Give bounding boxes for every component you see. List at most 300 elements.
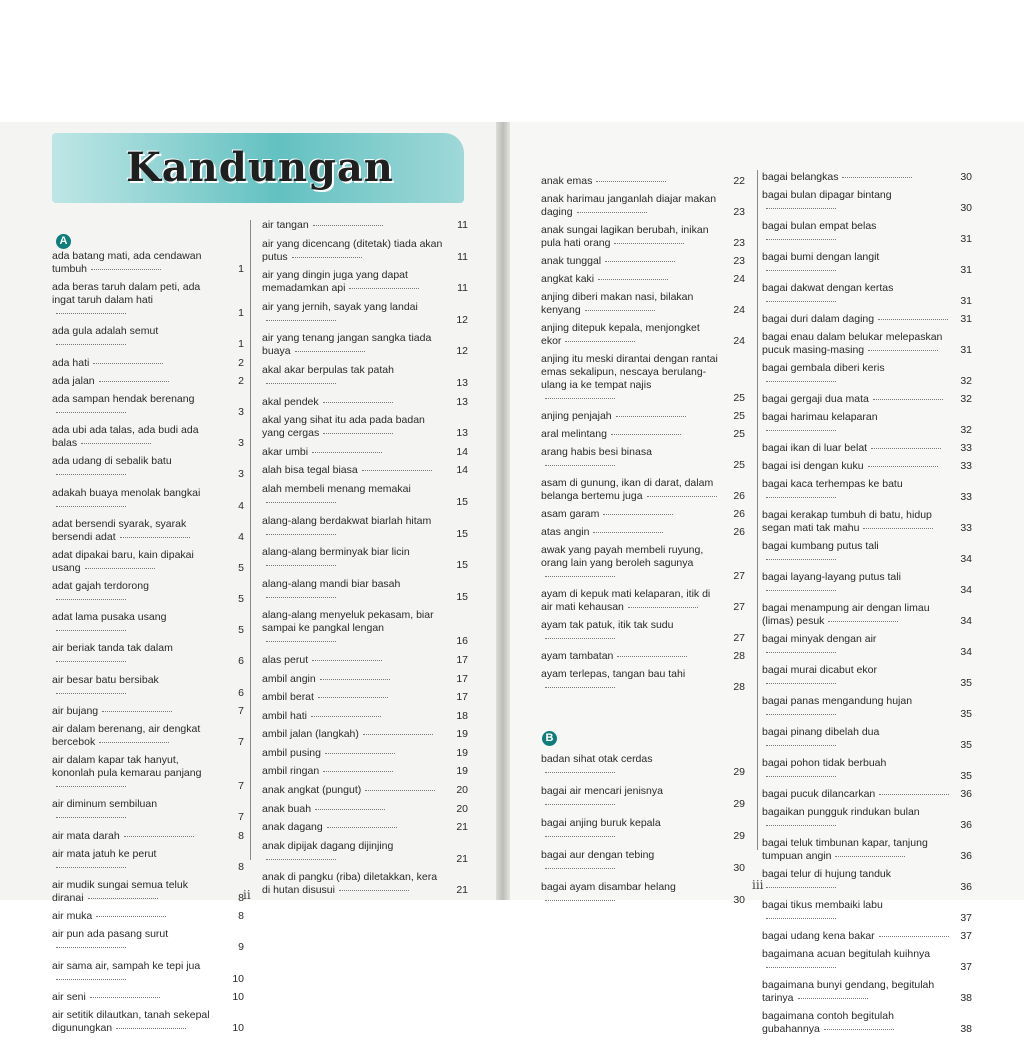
contents-entry <box>541 785 745 811</box>
contents-entry <box>52 375 244 388</box>
entry-page-number: 15 <box>456 590 468 603</box>
entry-page-number: 3 <box>238 437 244 450</box>
entry-text: air seni <box>52 991 222 1004</box>
entry-text: air sama air, sampah ke tepi jua <box>52 960 222 986</box>
entry-text: alang-alang berminyak biar licin <box>262 546 446 572</box>
dot-leader <box>56 817 126 818</box>
dot-leader <box>56 979 126 980</box>
dot-leader <box>85 568 155 569</box>
entry-page-number: 3 <box>238 468 244 481</box>
entry-text: bagai aur dengan tebing <box>541 849 723 875</box>
entry-page-number: 36 <box>960 819 972 831</box>
entry-page-number: 18 <box>456 709 468 722</box>
entry-text: bagai udang kena bakar <box>762 930 950 943</box>
entry-text: bagaimana acuan begitulah kuihnya <box>762 948 950 974</box>
entry-text: anak harimau janganlah diajar makan daging <box>541 193 717 218</box>
book-spine <box>496 122 510 900</box>
entry-page-number: 20 <box>456 784 468 797</box>
dot-leader <box>616 416 686 417</box>
entry-text: bagai isi dengan kuku <box>762 460 950 473</box>
dot-leader <box>325 753 395 754</box>
entry-text: bagai duri dalam daging <box>762 313 950 326</box>
contents-entry <box>262 515 468 541</box>
contents-entry <box>262 446 468 459</box>
contents-entry <box>541 193 745 219</box>
entry-text: anak dipijak dagang dijinjing <box>262 840 446 866</box>
entry-page-number: 17 <box>456 653 468 666</box>
contents-column-1 <box>52 250 244 1040</box>
entry-text: air setitik dilautkan, tanah sekepal digunungkan <box>52 1008 210 1034</box>
contents-entry <box>762 442 972 455</box>
entry-text: ayam terlepas, tangan bau tahi <box>541 668 723 694</box>
contents-entry <box>762 509 972 535</box>
contents-entry <box>262 483 468 509</box>
contents-entry <box>541 668 745 694</box>
entry-text: bagai anjing buruk kepala <box>541 817 723 843</box>
contents-entry <box>762 478 972 504</box>
contents-entry <box>762 571 972 597</box>
entry-text: bagai gembala diberi keris <box>762 362 950 388</box>
contents-entry <box>541 526 745 539</box>
dot-leader <box>545 465 615 466</box>
dot-leader <box>315 809 385 810</box>
entry-text: alah membeli menang memakai <box>262 483 446 509</box>
contents-entry <box>762 220 972 246</box>
entry-page-number: 38 <box>960 992 972 1004</box>
page-number-left: ii <box>243 888 251 902</box>
entry-text: air pun ada pasang surut <box>52 928 222 954</box>
entry-page-number: 35 <box>960 770 972 782</box>
dot-leader <box>295 351 365 352</box>
dot-leader <box>878 319 948 320</box>
entry-text: ada batang mati, ada cendawan tumbuh <box>52 250 202 275</box>
entry-page-number: 17 <box>456 691 468 704</box>
dot-leader <box>611 434 681 435</box>
contents-entry <box>52 928 244 954</box>
dot-leader <box>879 794 949 795</box>
entry-text: air mata jatuh ke perut <box>52 848 222 874</box>
contents-entry <box>541 410 745 423</box>
dot-leader <box>617 656 687 657</box>
contents-entry <box>541 881 745 907</box>
contents-entry <box>762 362 972 388</box>
entry-text: anak dagang <box>262 821 446 834</box>
entry-text: air tangan <box>262 219 446 232</box>
entry-page-number: 33 <box>960 491 972 503</box>
entry-text: air bujang <box>52 705 222 718</box>
contents-entry <box>541 588 745 614</box>
entry-text: bagai belangkas <box>762 171 950 184</box>
contents-entry <box>762 695 972 721</box>
contents-entry <box>762 393 972 406</box>
dot-leader <box>327 827 397 828</box>
dot-leader <box>766 559 836 560</box>
dot-leader <box>842 177 912 178</box>
contents-entry <box>262 578 468 604</box>
contents-entry <box>262 546 468 572</box>
entry-text: ada hati <box>52 357 222 370</box>
contents-entry <box>762 540 972 566</box>
entry-text: anjing ditepuk kepala, menjongket ekor <box>541 322 700 347</box>
contents-entry <box>262 414 468 440</box>
dot-leader <box>91 269 161 270</box>
dot-leader <box>614 243 684 244</box>
contents-entry <box>52 357 244 370</box>
entry-text: bagai minyak dengan air <box>762 633 950 659</box>
dot-leader <box>363 734 433 735</box>
dot-leader <box>873 399 943 400</box>
contents-entry <box>541 322 745 348</box>
dot-leader <box>828 621 898 622</box>
contents-entry <box>541 477 745 503</box>
entry-page-number: 27 <box>733 632 745 644</box>
contents-entry <box>52 580 244 606</box>
contents-entry <box>262 269 468 295</box>
entry-page-number: 29 <box>733 766 745 778</box>
column-divider-left <box>250 220 251 860</box>
entry-text: bagai layang-layang putus tali <box>762 571 950 597</box>
entry-page-number: 28 <box>733 650 745 662</box>
entry-page-number: 6 <box>238 686 244 699</box>
entry-page-number: 37 <box>960 961 972 973</box>
entry-text: ada sampan hendak berenang <box>52 393 222 419</box>
dot-leader <box>56 867 126 868</box>
entry-text: bagai enau dalam belukar melepaskan pucuk masing-masing <box>762 331 943 356</box>
contents-entry <box>262 784 468 797</box>
entry-text: bagai pohon tidak berbuah <box>762 757 950 783</box>
contents-entry <box>541 353 745 405</box>
dot-leader <box>266 502 336 503</box>
entry-page-number: 5 <box>238 624 244 637</box>
dot-leader <box>56 693 126 694</box>
dot-leader <box>766 430 836 431</box>
entry-text: bagai kaca terhempas ke batu <box>762 478 950 504</box>
dot-leader <box>647 496 717 497</box>
dot-leader <box>593 532 663 533</box>
contents-entry <box>762 602 972 628</box>
entry-text: anak angkat (pungut) <box>262 784 446 797</box>
dot-leader <box>545 638 615 639</box>
entry-page-number: 7 <box>238 736 244 748</box>
contents-entry <box>262 364 468 390</box>
entry-page-number: 26 <box>733 508 745 520</box>
dot-leader <box>565 341 635 342</box>
contents-entry <box>541 817 745 843</box>
entry-text: bagaikan pungguk rindukan bulan <box>762 806 950 832</box>
entry-page-number: 25 <box>733 410 745 422</box>
entry-text: bagai murai dicabut ekor <box>762 664 950 690</box>
entry-text: anak buah <box>262 803 446 816</box>
contents-entry <box>262 710 468 723</box>
entry-text: alang-alang berdakwat biarlah hitam <box>262 515 446 541</box>
dot-leader <box>605 261 675 262</box>
entry-text: ambil jalan (langkah) <box>262 728 446 741</box>
entry-page-number: 37 <box>960 930 972 942</box>
entry-page-number: 25 <box>733 428 745 440</box>
entry-page-number: 23 <box>733 206 745 218</box>
dot-leader <box>312 452 382 453</box>
entry-page-number: 5 <box>238 593 244 606</box>
entry-text: air yang dingin juga yang dapat memadamkan api <box>262 269 446 295</box>
entry-page-number: 13 <box>456 395 468 408</box>
contents-entry <box>541 849 745 875</box>
contents-entry <box>762 757 972 783</box>
entry-page-number: 19 <box>456 746 468 759</box>
dot-leader <box>362 470 432 471</box>
entry-text: adat lama pusaka usang <box>52 611 222 637</box>
dot-leader <box>545 868 615 869</box>
entry-text: ada udang di sebalik batu <box>52 455 222 481</box>
entry-text: ada jalan <box>52 375 222 388</box>
entry-page-number: 11 <box>457 282 468 295</box>
entry-text: ayam di kepuk mati kelaparan, itik di air mati kehausan <box>541 588 711 613</box>
entry-page-number: 10 <box>232 972 244 985</box>
dot-leader <box>56 344 126 345</box>
entry-page-number: 7 <box>238 704 244 717</box>
contents-entry <box>52 991 244 1004</box>
entry-text: air mata darah <box>52 830 222 843</box>
contents-entry <box>262 821 468 834</box>
entry-text: bagai teluk timbunan kapar, tanjung tumpuan angin <box>762 837 928 862</box>
contents-entry <box>262 219 468 232</box>
contents-entry <box>762 460 972 473</box>
entry-text: air dalam berenang, air dengkat bercebok <box>52 723 201 748</box>
entry-page-number: 31 <box>960 264 972 276</box>
dot-leader <box>766 497 836 498</box>
contents-entry <box>52 674 244 700</box>
entry-text: asam di gunung, ikan di darat, dalam belanga bertemu juga <box>541 477 723 503</box>
contents-entry <box>52 960 244 986</box>
dot-leader <box>56 786 126 787</box>
dot-leader <box>545 687 615 688</box>
entry-page-number: 34 <box>960 584 972 596</box>
contents-entry <box>541 175 745 188</box>
contents-entry <box>762 331 972 357</box>
contents-entry <box>52 518 244 544</box>
entry-page-number: 25 <box>733 459 745 471</box>
dot-leader <box>320 679 390 680</box>
entry-page-number: 19 <box>456 765 468 778</box>
entry-page-number: 37 <box>960 912 972 924</box>
dot-leader <box>766 825 836 826</box>
entry-text: alang-alang mandi biar basah <box>262 578 446 604</box>
dot-leader <box>116 1028 186 1029</box>
dot-leader <box>798 998 868 999</box>
contents-entry <box>762 788 972 801</box>
dot-leader <box>81 443 151 444</box>
dot-leader <box>349 288 419 289</box>
entry-text: adat dipakai baru, kain dipakai usang <box>52 548 194 574</box>
entry-page-number: 19 <box>456 728 468 741</box>
entry-text: bagai menampung air dengan limau (limas) pesuk <box>762 602 930 627</box>
entry-text: adat bersendi syarak, syarak bersendi adat <box>52 518 222 544</box>
entry-page-number: 36 <box>960 850 972 862</box>
entry-page-number: 4 <box>238 499 244 512</box>
contents-entry <box>52 325 244 351</box>
entry-text: adat gajah terdorong <box>52 580 222 606</box>
contents-entry <box>541 428 745 441</box>
entry-page-number: 7 <box>238 811 244 824</box>
contents-entry <box>52 910 244 923</box>
dot-leader <box>766 590 836 591</box>
dot-leader <box>90 997 160 998</box>
dot-leader <box>56 506 126 507</box>
dot-leader <box>99 742 169 743</box>
dot-leader <box>766 270 836 271</box>
dot-leader <box>323 771 393 772</box>
dot-leader <box>596 181 666 182</box>
entry-text: air besar batu bersibak <box>52 674 222 700</box>
dot-leader <box>545 576 615 577</box>
entry-page-number: 15 <box>456 495 468 508</box>
dot-leader <box>545 836 615 837</box>
entry-text: akar umbi <box>262 446 446 459</box>
entry-text: air yang tenang jangan sangka tiada buaya <box>262 332 432 358</box>
entry-page-number: 1 <box>238 263 244 275</box>
dot-leader <box>365 790 435 791</box>
entry-text: bagai bulan empat belas <box>762 220 950 246</box>
contents-entry <box>262 301 468 327</box>
contents-entry <box>52 611 244 637</box>
contents-entry <box>52 754 244 793</box>
entry-page-number: 2 <box>238 374 244 387</box>
entry-text: ada beras taruh dalam peti, ada ingat taruh dalam hati <box>52 281 222 320</box>
entry-text: asam garam <box>541 508 723 521</box>
contents-entry <box>262 691 468 704</box>
dot-leader <box>598 279 668 280</box>
contents-entry <box>262 840 468 866</box>
dot-leader <box>766 239 836 240</box>
entry-page-number: 7 <box>238 780 244 793</box>
entry-text: akal pendek <box>262 396 446 409</box>
entry-text: bagai telur di hujung tanduk <box>762 868 950 894</box>
entry-text: anak sungai lagikan berubah, inikan pula hati orang <box>541 224 709 249</box>
entry-text: bagaimana contoh begitulah gubahannya <box>762 1010 894 1035</box>
contents-entry <box>52 848 244 874</box>
entry-page-number: 26 <box>733 490 745 502</box>
entry-page-number: 1 <box>238 338 244 351</box>
entry-text: bagai gergaji dua mata <box>762 393 950 406</box>
dot-leader <box>266 320 336 321</box>
entry-text: bagai air mencari jenisnya <box>541 785 723 811</box>
entry-text: alah bisa tegal biasa <box>262 464 446 477</box>
contents-entry <box>262 803 468 816</box>
entry-text: bagai panas mengandung hujan <box>762 695 950 721</box>
dot-leader <box>766 381 836 382</box>
entry-page-number: 29 <box>733 830 745 842</box>
contents-entry <box>52 1009 244 1035</box>
contents-entry <box>52 424 244 450</box>
entry-page-number: 8 <box>238 910 244 923</box>
entry-text: atas angin <box>541 526 723 539</box>
section-a-badge: A <box>56 234 71 249</box>
dot-leader <box>766 683 836 684</box>
dot-leader <box>545 804 615 805</box>
page-number-right: iii <box>752 878 764 892</box>
column-divider-right <box>757 170 758 850</box>
contents-entry <box>262 464 468 477</box>
entry-text: bagaimana bunyi gendang, begitulah tarinya <box>762 979 935 1004</box>
entry-text: bagai dakwat dengan kertas <box>762 282 950 308</box>
entry-page-number: 17 <box>456 672 468 685</box>
contents-entry <box>52 830 244 843</box>
contents-entry <box>762 726 972 752</box>
entry-text: ambil hati <box>262 710 446 723</box>
contents-column-3a <box>541 175 745 699</box>
entry-text: ada ubi ada talas, ada budi ada balas <box>52 424 199 450</box>
entry-text: anak emas <box>541 175 723 188</box>
dot-leader <box>766 918 836 919</box>
dot-leader <box>266 534 336 535</box>
dot-leader <box>339 890 409 891</box>
dot-leader <box>96 916 166 917</box>
entry-page-number: 25 <box>733 392 745 404</box>
section-b-badge: B <box>542 731 557 746</box>
contents-entry <box>762 930 972 943</box>
contents-entry <box>762 411 972 437</box>
dot-leader <box>88 898 158 899</box>
contents-entry <box>762 171 972 184</box>
entry-text: air yang dicencang (ditetak) tiada akan putus <box>262 237 443 263</box>
contents-entry <box>541 446 745 472</box>
contents-entry <box>52 798 244 824</box>
entry-page-number: 26 <box>733 526 745 538</box>
entry-page-number: 30 <box>960 171 972 183</box>
contents-entry <box>762 633 972 659</box>
entry-page-number: 31 <box>960 344 972 356</box>
dot-leader <box>766 301 836 302</box>
entry-page-number: 4 <box>238 530 244 543</box>
entry-text: bagai harimau kelaparan <box>762 411 950 437</box>
entry-page-number: 27 <box>733 601 745 613</box>
dot-leader <box>577 212 647 213</box>
contents-entry <box>262 609 468 648</box>
contents-entry <box>262 673 468 686</box>
contents-entry <box>262 654 468 667</box>
entry-text: awak yang payah membeli ruyung, orang lain yang beroleh sagunya <box>541 544 723 583</box>
dot-leader <box>871 448 941 449</box>
contents-entry <box>541 544 745 583</box>
dot-leader <box>545 772 615 773</box>
entry-page-number: 8 <box>238 891 244 904</box>
entry-text: air mudik sungai semua teluk diranai <box>52 878 188 904</box>
dot-leader <box>56 412 126 413</box>
contents-entry <box>541 273 745 286</box>
entry-text: air diminum sembiluan <box>52 798 222 824</box>
entry-page-number: 31 <box>960 295 972 307</box>
entry-page-number: 30 <box>960 202 972 214</box>
entry-text: ayam tambatan <box>541 650 723 663</box>
entry-page-number: 31 <box>960 233 972 245</box>
dot-leader <box>99 381 169 382</box>
entry-page-number: 21 <box>456 884 468 897</box>
dot-leader <box>863 528 933 529</box>
contents-entry <box>762 979 972 1005</box>
entry-text: air beriak tanda tak dalam <box>52 642 222 668</box>
contents-entry <box>52 281 244 320</box>
entry-text: adakah buaya menolak bangkai <box>52 487 222 513</box>
entry-text: ambil pusing <box>262 747 446 760</box>
entry-page-number: 32 <box>960 393 972 405</box>
dot-leader <box>766 208 836 209</box>
dot-leader <box>56 313 126 314</box>
contents-entry <box>762 189 972 215</box>
entry-page-number: 35 <box>960 708 972 720</box>
entry-page-number: 34 <box>960 553 972 565</box>
entry-page-number: 36 <box>960 788 972 800</box>
contents-entry <box>541 224 745 250</box>
entry-text: angkat kaki <box>541 273 723 286</box>
